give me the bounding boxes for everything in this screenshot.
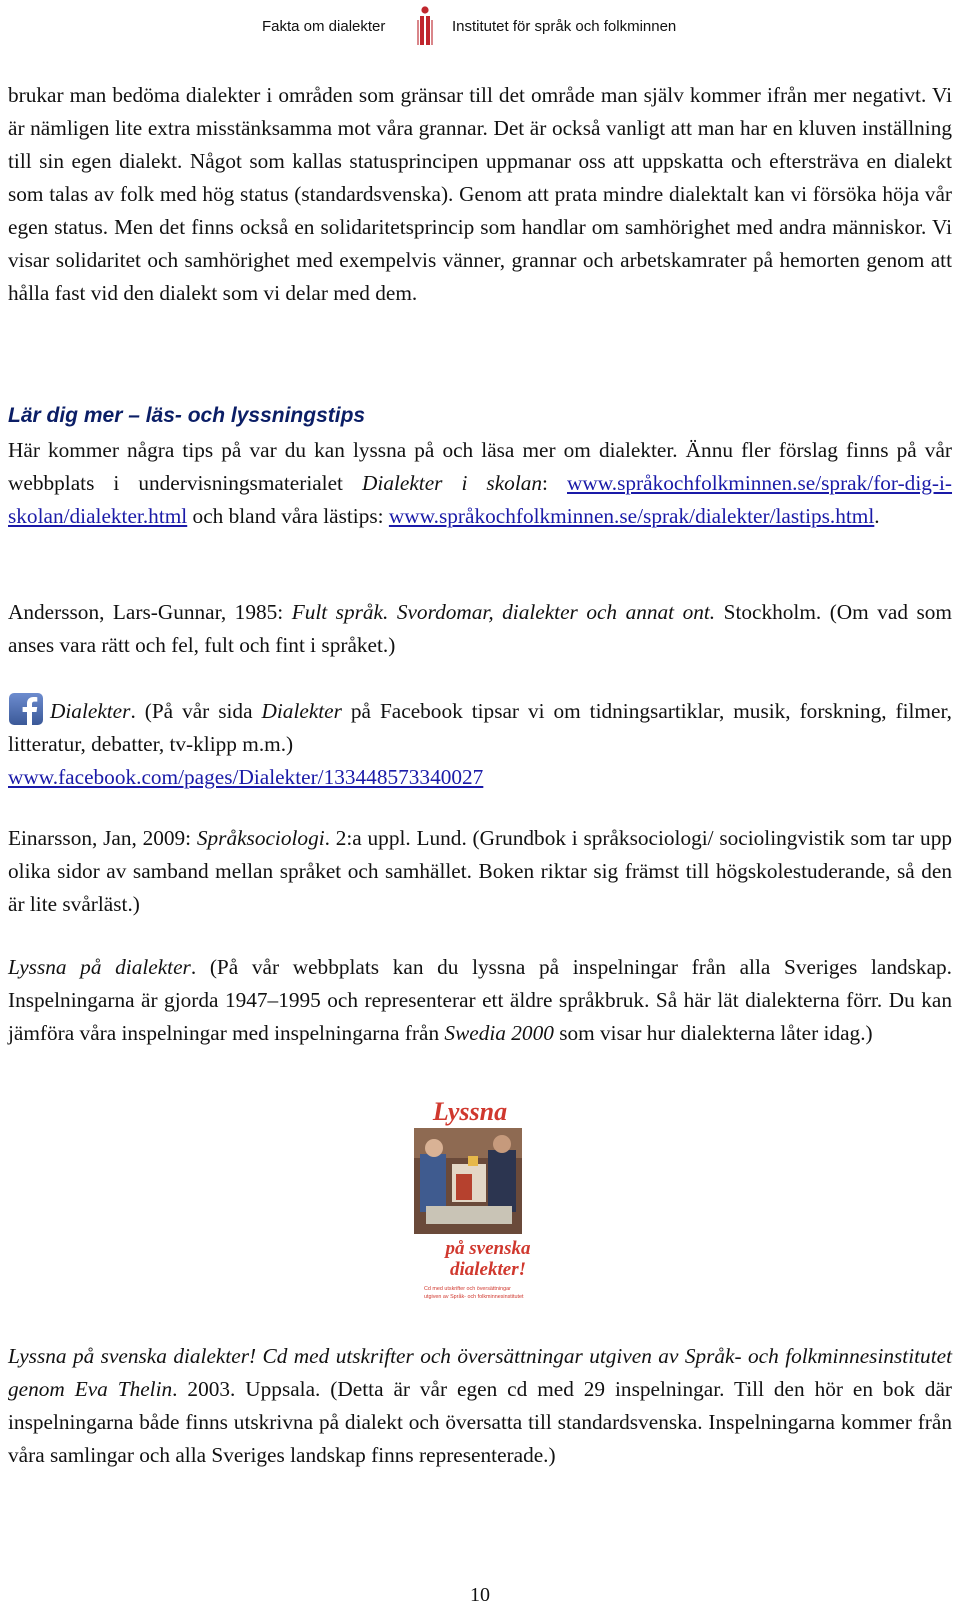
section-intro-paragraph bbox=[8, 434, 952, 533]
cd-title: Lyssna på svenska dialekter! Cd med utskrifter och översättningar utgiven av Språk- och folkminnesinstitutet genom Eva Thelin bbox=[8, 1344, 952, 1401]
entry-andersson bbox=[8, 596, 952, 662]
lyssna-title-2: Swedia 2000 bbox=[444, 1021, 554, 1045]
lyssna-title: Lyssna på dialekter bbox=[8, 955, 191, 979]
link-facebook[interactable]: www.facebook.com/pages/Dialekter/133448573340027 bbox=[8, 765, 484, 789]
andersson-title: Fult språk. Svordomar, dialekter och annat ont. bbox=[291, 600, 716, 624]
page-header bbox=[0, 6, 960, 46]
facebook-icon[interactable] bbox=[8, 692, 44, 726]
intro-text: brukar man bedöma dialekter i områden som gränsar till det område man själv kommer ifrån mer negativt. Vi är nämligen lite extra misstänksamma mot våra grannar. Det är också vanligt att man har en kluven inställning till sin egen dialekt. Något som kallas statusprincipen uppmanar oss att uppskatta och eftersträva en dialekt som talas av folk med hög status (standardsvenska). Genom att prata mindre dialektalt kan vi försöka höja vår egen status. Men det finns också en solidaritetsprincip som handlar om samhörighet med andra människor. Vi visar solidaritet och samhörighet med exempelvis vänner, grannar och arbetskamrater på hemorten genom att hålla fast vid den dialekt som vi delar med dem. bbox=[8, 83, 952, 305]
einarsson-author: Einarsson, Jan, 2009: bbox=[8, 826, 197, 850]
intro-paragraph bbox=[8, 79, 952, 310]
entry-einarsson bbox=[8, 822, 952, 921]
lyssna-text-b: som visar hur dialekterna låter idag.) bbox=[553, 1021, 873, 1045]
facebook-text-a: . (På vår sida bbox=[130, 699, 262, 723]
link-dialekter-i-skolan[interactable]: www.språkochfolkminnen.se/sprak/for-dig-i-skolan/dialekter.html bbox=[8, 471, 953, 528]
section-heading: Lär dig mer – läs- och lyssningstips bbox=[8, 404, 366, 427]
entry-cd bbox=[8, 1340, 952, 1472]
facebook-title-2: Dialekter bbox=[261, 699, 342, 723]
cover-bottom-title-1: på svenska bbox=[445, 1238, 531, 1259]
section-intro-title: Dialekter i skolan bbox=[362, 471, 543, 495]
header-right-text: Institutet för språk och folkminnen bbox=[452, 18, 677, 35]
cover-top-title: Lyssna bbox=[432, 1097, 508, 1126]
page-number: 10 bbox=[470, 1584, 490, 1606]
andersson-author: Andersson, Lars-Gunnar, 1985: bbox=[8, 600, 292, 624]
section-intro-text-c: och bland våra lästips: bbox=[187, 504, 384, 528]
header-left-text: Fakta om dialekter bbox=[262, 18, 386, 35]
einarsson-title: Språksociologi bbox=[196, 826, 325, 850]
cover-small-text-1: Cd med utskrifter och översättningar bbox=[424, 1286, 511, 1292]
cover-small-text-2: utgiven av Språk- och folkminnesinstitutet bbox=[424, 1294, 524, 1300]
cover-bottom-title-2: dialekter! bbox=[450, 1259, 526, 1280]
einarsson-rest: . 2:a uppl. Lund. (Grundbok i språksociologi/ sociolingvistik som tar upp olika sidor av samband mellan språket och samhället. Boken riktar sig främst till högskolestuderande, så den är lite svårläst.) bbox=[8, 826, 952, 916]
link-lastips[interactable]: www.språkochfolkminnen.se/sprak/dialekter/lastips.html bbox=[388, 504, 875, 528]
section-intro-text-b: : bbox=[542, 471, 548, 495]
section-intro-text-d: . bbox=[874, 504, 880, 528]
facebook-title: Dialekter bbox=[50, 699, 131, 723]
section-intro-text-a: Här kommer några tips på var du kan lyssna på och läsa mer om dialekter. Ännu fler förslag finns på vår webbplats i undervisningsmaterialet bbox=[8, 438, 952, 495]
andersson-rest: Stockholm. (Om vad som anses vara rätt och fel, fult och fint i språket.) bbox=[8, 600, 952, 657]
entry-lyssna bbox=[8, 951, 952, 1050]
institute-logo-icon bbox=[414, 6, 436, 46]
cd-cover-image bbox=[408, 1094, 560, 1310]
lyssna-text-a: . (På vår webbplats kan du lyssna på inspelningar från alla Sveriges landskap. Inspelningarna är gjorda 1947–1995 och representerar ett äldre språkbruk. Så här lät dialekterna förr. Du kan jämföra våra inspelningar med inspelningarna från bbox=[8, 955, 952, 1045]
cd-rest: . 2003. Uppsala. (Detta är vår egen cd med 29 inspelningar. Till den hör en bok där inspelningarna både finns utskrivna på dialekt och översatta till standardsvenska. Inspelningarna kommer från våra samlingar och alla Sveriges landskap finns representerade.) bbox=[8, 1377, 952, 1467]
facebook-text-b: på Facebook tipsar vi om tidningsartiklar, musik, forskning, filmer, litteratur, debatter, tv-klipp m.m.) bbox=[8, 699, 953, 756]
entry-facebook bbox=[8, 692, 952, 794]
